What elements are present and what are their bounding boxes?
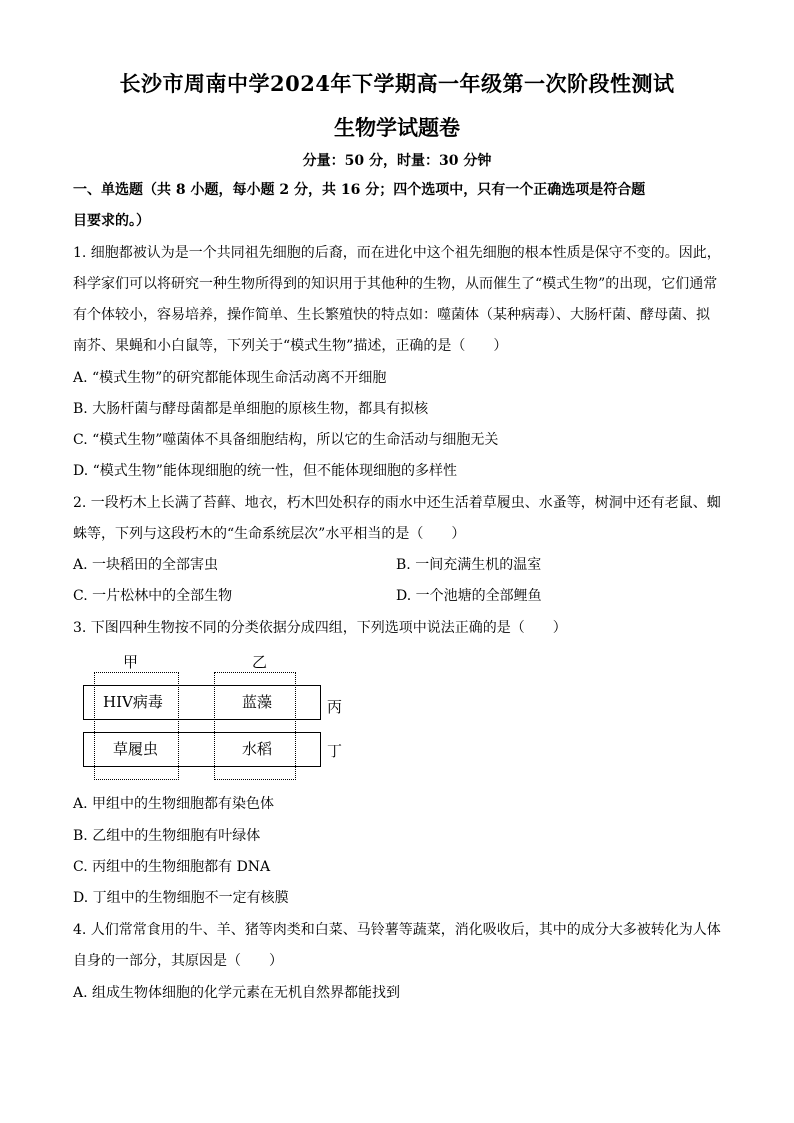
q4-option-a: A. 组成生物体细胞的化学元素在无机自然界都能找到 xyxy=(73,985,401,1001)
q3-option-a: A. 甲组中的生物细胞都有染色体 xyxy=(73,796,275,812)
q1-option-a: A. “模式生物”的研究都能体现生命活动离不开细胞 xyxy=(73,370,387,386)
page-title: 长沙市周南中学2024年下学期高一年级第一次阶段性测试 xyxy=(119,71,675,96)
q2-option-d: D. 一个池塘的全部鲤鱼 xyxy=(396,588,542,604)
q1-option-d: D. “模式生物”能体现细胞的统一性，但不能体现细胞的多样性 xyxy=(73,463,457,479)
q1-stem-line: 1. 细胞都被认为是一个共同祖先细胞的后裔，而在进化中这个祖先细胞的根本性质是保守不变的。因此， xyxy=(73,245,721,261)
cell-hiv: HIV病毒 xyxy=(103,693,163,711)
q3-option-c: C. 丙组中的生物细胞都有 DNA xyxy=(73,859,271,875)
q1-option-b: B. 大肠杆菌与酵母菌都是单细胞的原核生物，都具有拟核 xyxy=(73,401,429,417)
q1-option-c: C. “模式生物”噬菌体不具备细胞结构，所以它的生命活动与细胞无关 xyxy=(73,432,499,448)
q1-stem-line: 南芥、果蝇和小白鼠等，下列关于“模式生物”描述，正确的是（ ） xyxy=(73,338,508,354)
q4-stem-line: 4. 人们常常食用的牛、羊、猪等肉类和白菜、马铃薯等蔬菜，消化吸收后，其中的成分大多被转化为人体 xyxy=(73,922,721,938)
q2-stem-line: 蛛等，下列与这段朽木的“生命系统层次”水平相当的是（ ） xyxy=(73,526,466,542)
section-heading-cont: 目要求的。） xyxy=(73,213,150,229)
q1-stem-line: 有个体较小，容易培养，操作简单、生长繁殖快的特点如：噬菌体（某种病毒）、大肠杆菌、酵母菌、拟 xyxy=(73,307,710,323)
cell-lanzao: 蓝藻 xyxy=(242,693,273,711)
group-box-yi xyxy=(214,672,296,780)
exam-meta: 分量：50 分，时量：30 分钟 xyxy=(302,153,492,169)
page-subtitle: 生物学试题卷 xyxy=(334,115,460,140)
group-label-jia: 甲 xyxy=(123,653,139,671)
group-label-ding: 丁 xyxy=(327,742,343,760)
q1-stem-line: 科学家们可以将研究一种生物所得到的知识用于其他种的生物，从而催生了“模式生物”的出现，它们通常 xyxy=(73,276,718,292)
q2-option-b: B. 一间充满生机的温室 xyxy=(396,557,542,573)
q2-option-a: A. 一块稻田的全部害虫 xyxy=(73,557,219,573)
q3-option-d: D. 丁组中的生物细胞不一定有核膜 xyxy=(73,890,289,906)
group-label-yi: 乙 xyxy=(252,653,268,671)
classification-diagram xyxy=(80,650,360,785)
group-box-jia xyxy=(94,672,179,780)
q3-option-b: B. 乙组中的生物细胞有叶绿体 xyxy=(73,828,261,844)
cell-caolvchong: 草履虫 xyxy=(113,740,159,758)
q2-option-c: C. 一片松林中的全部生物 xyxy=(73,588,233,604)
q2-stem-line: 2. 一段朽木上长满了苔藓、地衣，朽木凹处积存的雨水中还生活着草履虫、水蚤等，树洞中还有老鼠、蜘 xyxy=(73,495,721,511)
q3-stem-line: 3. 下图四种生物按不同的分类依据分成四组，下列选项中说法正确的是（ ） xyxy=(73,620,567,636)
q4-stem-line: 自身的一部分，其原因是（ ） xyxy=(73,953,283,969)
group-label-bing: 丙 xyxy=(327,698,343,716)
cell-shuidao: 水稻 xyxy=(242,740,273,758)
section-heading: 一、单选题（共 8 小题，每小题 2 分，共 16 分；四个选项中，只有一个正确选项是符合题 xyxy=(73,182,646,198)
